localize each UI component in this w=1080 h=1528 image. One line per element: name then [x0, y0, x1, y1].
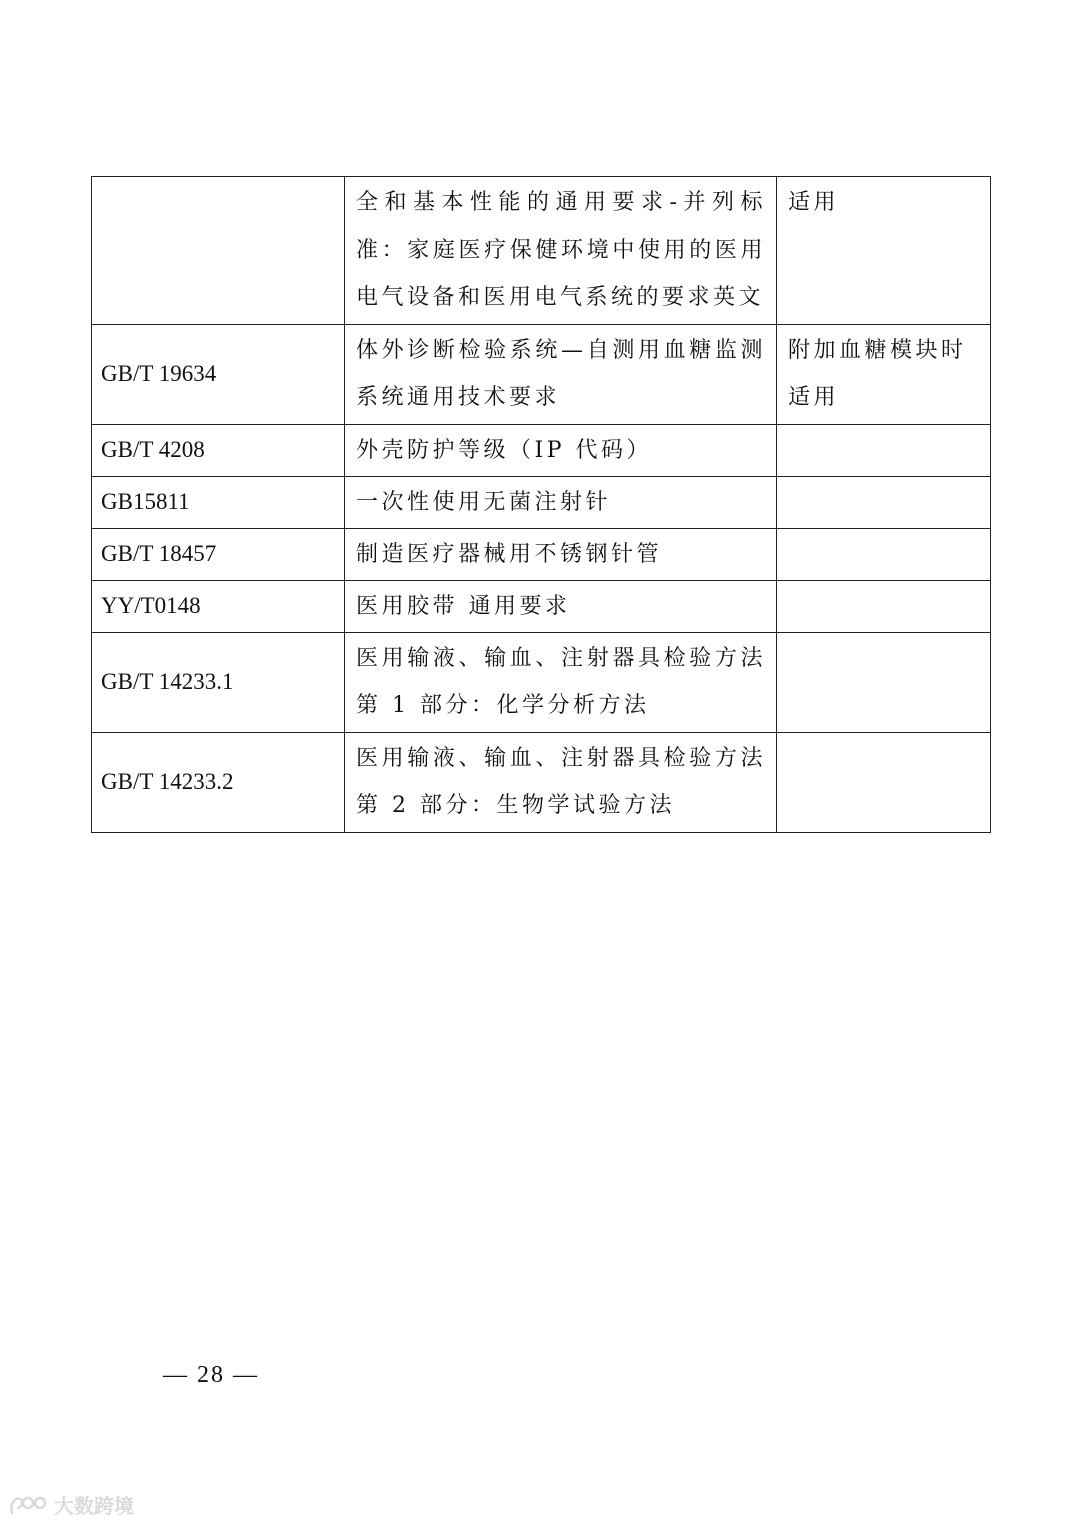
standard-name-cell: 外壳防护等级（IP 代码） [345, 424, 777, 476]
applicability-note-cell: 适用 [777, 177, 991, 325]
applicability-note-cell [777, 632, 991, 732]
applicability-note-cell [777, 580, 991, 632]
applicability-note-cell [777, 424, 991, 476]
table-row [92, 476, 991, 528]
standards-table [91, 176, 991, 833]
applicability-note-cell [777, 732, 991, 832]
watermark-logo-icon [8, 1493, 48, 1517]
table-row [92, 632, 991, 732]
watermark-text: 大数跨境 [54, 1494, 134, 1518]
standard-code-cell: GB/T 14233.1 [92, 632, 345, 732]
standard-code-cell: GB/T 4208 [92, 424, 345, 476]
standard-name-cell: 体外诊断检验系统—自测用血糖监测系统通用技术要求 [345, 324, 777, 424]
watermark [8, 1490, 134, 1519]
standard-code-cell: GB/T 18457 [92, 528, 345, 580]
standard-code-cell: YY/T0148 [92, 580, 345, 632]
table-row [92, 324, 991, 424]
applicability-note-cell [777, 528, 991, 580]
standard-code-cell: GB/T 14233.2 [92, 732, 345, 832]
standard-code-cell: GB/T 19634 [92, 324, 345, 424]
standard-name-cell: 全和基本性能的通用要求-并列标准：家庭医疗保健环境中使用的医用电气设备和医用电气系统的要求英文 [345, 177, 777, 325]
standard-code-cell [92, 177, 345, 325]
standard-name-cell: 医用胶带 通用要求 [345, 580, 777, 632]
applicability-note-cell [777, 476, 991, 528]
table-row [92, 528, 991, 580]
standard-name-cell: 一次性使用无菌注射针 [345, 476, 777, 528]
standard-name-cell: 医用输液、输血、注射器具检验方法第 1 部分：化学分析方法 [345, 632, 777, 732]
standard-name-cell: 医用输液、输血、注射器具检验方法第 2 部分：生物学试验方法 [345, 732, 777, 832]
table-row [92, 424, 991, 476]
page-number: — 28 — [163, 1362, 259, 1388]
standard-name-cell: 制造医疗器械用不锈钢针管 [345, 528, 777, 580]
applicability-note-cell: 附加血糖模块时适用 [777, 324, 991, 424]
standard-code-cell: GB15811 [92, 476, 345, 528]
table-row [92, 177, 991, 325]
table-row [92, 732, 991, 832]
table-row [92, 580, 991, 632]
